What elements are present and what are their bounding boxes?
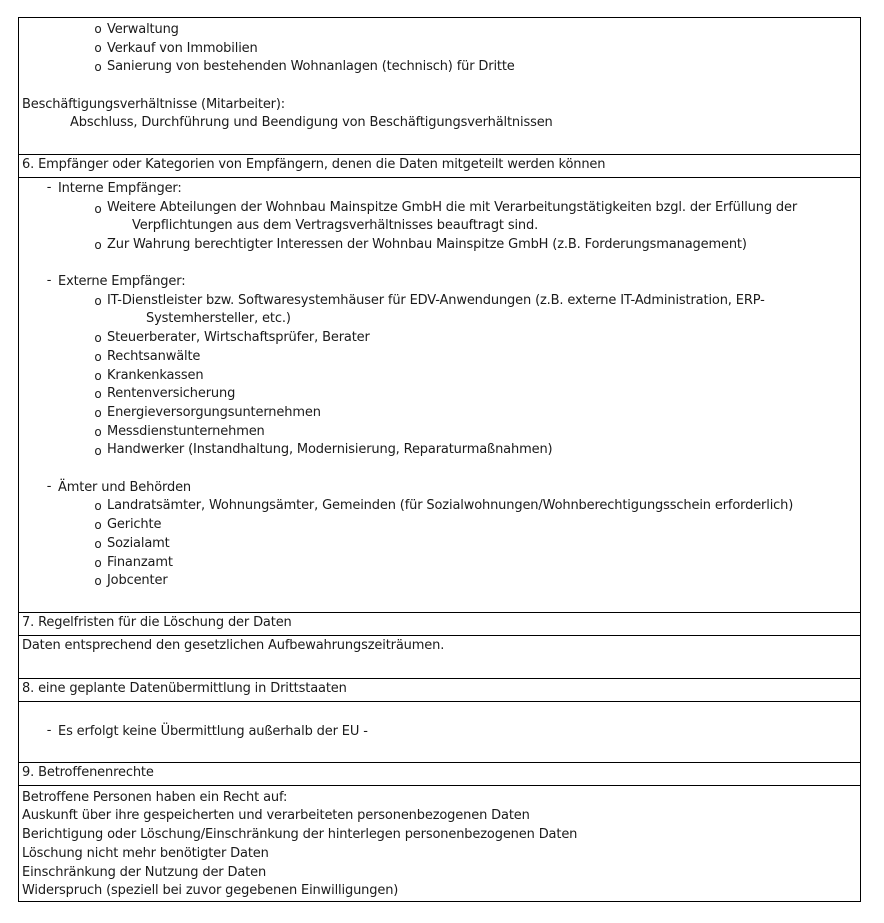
section-text: Daten entsprechend den gesetzlichen Aufbewahrungszeiträumen.: [22, 638, 445, 653]
row-divider: [19, 612, 860, 613]
list-item: Landratsämter, Wohnungsämter, Gemeinden (für Sozialwohnungen/Wohnberechtigungsschein erforderlich): [107, 498, 794, 513]
section-text: Es erfolgt keine Übermittlung außerhalb der EU -: [58, 724, 368, 739]
rights-item: Auskunft über ihre gespeicherten und verarbeiteten personenbezogenen Daten: [22, 808, 530, 823]
row-divider: [19, 177, 860, 178]
group-title: Interne Empfänger:: [58, 181, 182, 196]
list-item: Finanzamt: [107, 555, 173, 570]
list-bullet: o: [94, 499, 102, 513]
list-dash: -: [46, 479, 52, 494]
row-divider: [19, 635, 860, 636]
list-bullet: o: [94, 331, 102, 345]
list-bullet: o: [94, 406, 102, 420]
list-item: Sozialamt: [107, 536, 170, 551]
list-bullet: o: [94, 387, 102, 401]
list-item-continuation: Systemhersteller, etc.): [146, 311, 291, 326]
list-bullet: o: [94, 60, 102, 74]
list-dash: -: [46, 180, 52, 195]
list-bullet: o: [94, 556, 102, 570]
list-item: Steuerberater, Wirtschaftsprüfer, Berater: [107, 330, 370, 345]
list-item: Messdienstunternehmen: [107, 424, 265, 439]
list-bullet: o: [94, 350, 102, 364]
section-heading: 9. Betroffenenrechte: [22, 765, 154, 780]
list-bullet: o: [94, 444, 102, 458]
list-dash: -: [46, 723, 52, 738]
list-item: Handwerker (Instandhaltung, Modernisierung, Reparaturmaßnahmen): [107, 442, 553, 457]
list-bullet: o: [94, 294, 102, 308]
section-heading: 8. eine geplante Datenübermittlung in Drittstaaten: [22, 681, 347, 696]
list-bullet: o: [94, 425, 102, 439]
group-title: Ämter und Behörden: [58, 480, 192, 495]
list-bullet: o: [94, 537, 102, 551]
list-bullet: o: [94, 41, 102, 55]
row-divider: [19, 154, 860, 155]
list-dash: -: [46, 273, 52, 288]
rights-item: Berichtigung oder Löschung/Einschränkung der hinterlegen personenbezogenen Daten: [22, 827, 578, 842]
row-divider: [19, 785, 860, 786]
list-item-continuation: Verpflichtungen aus dem Vertragsverhältnisses beauftragt sind.: [132, 218, 539, 233]
rights-item: Einschränkung der Nutzung der Daten: [22, 865, 267, 880]
row-divider: [19, 701, 860, 702]
list-item: Verkauf von Immobilien: [107, 41, 258, 56]
list-item: Sanierung von bestehenden Wohnanlagen (technisch) für Dritte: [107, 59, 515, 74]
row-divider: [19, 678, 860, 679]
group-title: Externe Empfänger:: [58, 274, 186, 289]
list-bullet: o: [94, 238, 102, 252]
rights-item: Widerspruch (speziell bei zuvor gegebenen Einwilligungen): [22, 883, 399, 898]
list-bullet: o: [94, 574, 102, 588]
row-divider: [19, 762, 860, 763]
list-item: Gerichte: [107, 517, 162, 532]
employment-text: Abschluss, Durchführung und Beendigung von Beschäftigungsverhältnissen: [70, 115, 553, 130]
list-item: Energieversorgungsunternehmen: [107, 405, 321, 420]
list-item: Rentenversicherung: [107, 386, 236, 401]
list-item: Rechtsanwälte: [107, 349, 201, 364]
list-bullet: o: [94, 369, 102, 383]
section-heading: 6. Empfänger oder Kategorien von Empfängern, denen die Daten mitgeteilt werden können: [22, 157, 606, 172]
list-bullet: o: [94, 22, 102, 36]
employment-heading: Beschäftigungsverhältnisse (Mitarbeiter):: [22, 97, 286, 112]
rights-item: Löschung nicht mehr benötigter Daten: [22, 846, 269, 861]
list-item: Verwaltung: [107, 22, 179, 37]
list-item: Weitere Abteilungen der Wohnbau Mainspitze GmbH die mit Verarbeitungstätigkeiten bzgl. der Erfüllung der: [107, 200, 798, 215]
rights-intro: Betroffene Personen haben ein Recht auf:: [22, 790, 288, 805]
list-item: IT-Dienstleister bzw. Softwaresystemhäuser für EDV-Anwendungen (z.B. externe IT-Administration, ERP-: [107, 293, 765, 308]
list-item: Krankenkassen: [107, 368, 204, 383]
list-item: Zur Wahrung berechtigter Interessen der Wohnbau Mainspitze GmbH (z.B. Forderungsmanagement): [107, 237, 747, 252]
section-heading: 7. Regelfristen für die Löschung der Daten: [22, 615, 292, 630]
list-item: Jobcenter: [107, 573, 168, 588]
list-bullet: o: [94, 518, 102, 532]
list-bullet: o: [94, 202, 102, 216]
